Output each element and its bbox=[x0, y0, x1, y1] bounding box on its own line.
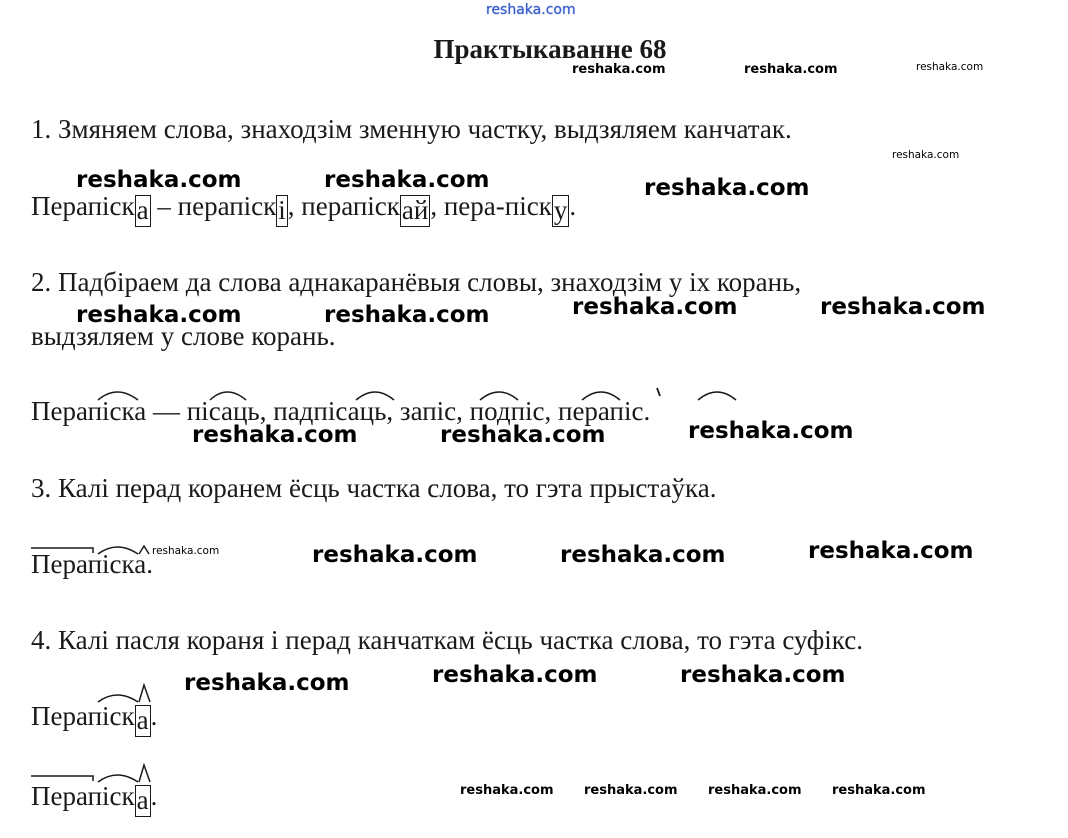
watermark: reshaka.com bbox=[560, 542, 726, 568]
word-stem: перапіск bbox=[177, 191, 277, 221]
watermark: reshaka.com bbox=[644, 175, 810, 201]
watermark: reshaka.com bbox=[584, 783, 678, 798]
watermark: reshaka.com bbox=[744, 62, 838, 77]
step-2-heading-line-1: 2. Падбіраем да слова аднакаранёвыя словы, знаходзім у іх корань, bbox=[31, 267, 802, 297]
ending-box: ай bbox=[401, 195, 429, 225]
watermark: reshaka.com bbox=[324, 302, 490, 328]
step-3-example: Перапіска. bbox=[31, 549, 153, 579]
watermark: reshaka.com bbox=[572, 62, 666, 77]
root-arc bbox=[698, 392, 736, 400]
page-title: Практыкаванне 68 bbox=[433, 34, 667, 64]
step-1-example bbox=[31, 190, 576, 227]
watermark: reshaka.com bbox=[892, 149, 960, 161]
step-2-heading-line-2: выдзяляем у слове корань. bbox=[31, 321, 336, 351]
watermark: reshaka.com bbox=[76, 167, 242, 193]
watermark: reshaka.com bbox=[76, 302, 242, 328]
word-stem: Перапіск bbox=[31, 781, 135, 811]
separator: , bbox=[430, 191, 444, 221]
watermark: reshaka.com bbox=[820, 294, 986, 320]
watermark: reshaka.com bbox=[708, 783, 802, 798]
word-stem: пера-піск bbox=[443, 191, 552, 221]
step-4-heading: 4. Калі пасля кораня і перад канчаткам ёсць частка слова, то гэта суфікс. bbox=[31, 625, 863, 655]
watermark: reshaka.com bbox=[916, 61, 984, 73]
ending-box: і bbox=[278, 195, 286, 225]
step-1-heading: 1. Змяняем слова, знаходзім зменную частку, выдзяляем канчатак. bbox=[31, 114, 792, 144]
ending-box: а bbox=[136, 195, 149, 225]
watermark: reshaka.com bbox=[324, 167, 490, 193]
watermark: reshaka.com bbox=[808, 538, 974, 564]
step-2-example: Перапіска — пісаць, падпісаць, запіс, подпіс, перапіс. bbox=[31, 396, 651, 426]
watermark: reshaka.com bbox=[432, 662, 598, 688]
watermark: reshaka.com bbox=[572, 294, 738, 320]
separator: . bbox=[150, 701, 158, 731]
stress-mark bbox=[657, 388, 660, 396]
separator: . bbox=[150, 781, 158, 811]
watermark: reshaka.com bbox=[152, 545, 220, 557]
watermark: reshaka.com bbox=[192, 422, 358, 448]
watermark: reshaka.com bbox=[440, 422, 606, 448]
ending-box: а bbox=[136, 785, 149, 815]
watermark: reshaka.com bbox=[680, 662, 846, 688]
step-4-example bbox=[31, 700, 157, 737]
word-stem: перапіск bbox=[301, 191, 400, 221]
step-5-example bbox=[31, 780, 157, 817]
separator: – bbox=[150, 191, 178, 221]
watermark: reshaka.com bbox=[688, 418, 854, 444]
watermark: reshaka.com bbox=[184, 670, 350, 696]
separator: , bbox=[287, 191, 302, 221]
ending-box: а bbox=[136, 705, 149, 735]
watermark: reshaka.com bbox=[312, 542, 478, 568]
watermark: reshaka.com bbox=[460, 783, 554, 798]
ending-box: у bbox=[553, 195, 568, 225]
separator: . bbox=[569, 191, 577, 221]
word-stem: Перапіск bbox=[31, 191, 135, 221]
step-3-heading: 3. Калі перад коранем ёсць частка слова, то гэта прыстаўка. bbox=[31, 473, 717, 503]
site-watermark-top: reshaka.com bbox=[486, 2, 576, 18]
watermark: reshaka.com bbox=[832, 783, 926, 798]
word-stem: Перапіск bbox=[31, 701, 135, 731]
